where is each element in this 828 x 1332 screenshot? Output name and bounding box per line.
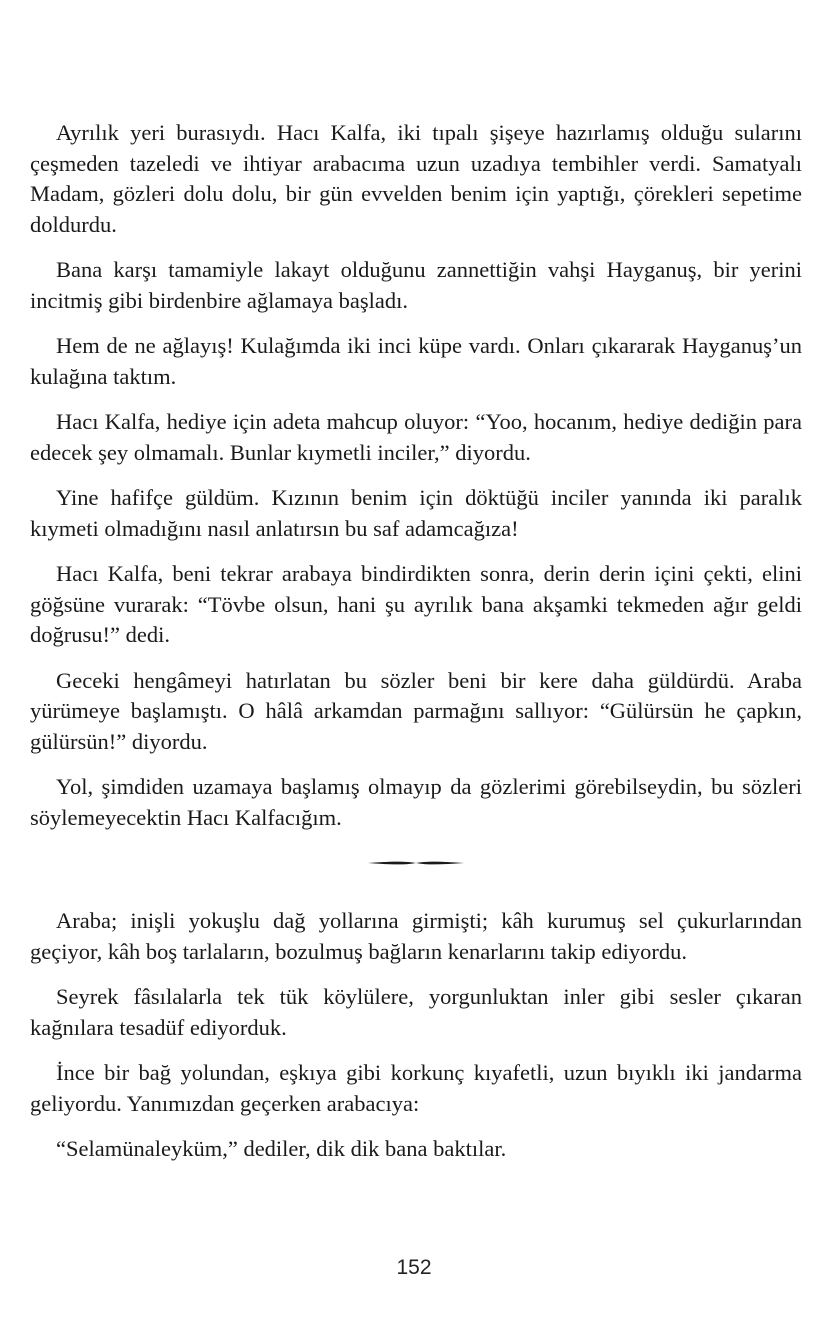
page-number: 152 <box>396 1256 432 1279</box>
text-section-2 <box>30 906 802 1165</box>
paragraph: Bana karşı tamamiyle lakayt olduğunu zannettiğin vahşi Hayganuş, bir yerini incitmiş gibi birdenbire ağlamaya başladı. <box>30 257 802 313</box>
section-divider <box>30 848 802 878</box>
paragraph: Hem de ne ağlayış! Kulağımda iki inci küpe vardı. Onları çıkararak Hayganuş’un kulağına taktım. <box>30 333 802 389</box>
book-page-body <box>30 118 802 1180</box>
text-section-1 <box>30 118 802 833</box>
paragraph: Hacı Kalfa, hediye için adeta mahcup oluyor: “Yoo, hocanım, hediye dediğin para edecek şey olmamalı. Bunlar kıymetli inciler,” diyordu. <box>30 409 802 465</box>
ornamental-divider-icon <box>366 857 466 869</box>
paragraph: Ayrılık yeri burasıydı. Hacı Kalfa, iki tıpalı şişeye hazırlamış olduğu sularını çeşmeden tazeledi ve ihtiyar arabacıma uzun uzadıya tembihler verdi. Samatyalı Madam, gözleri dolu dolu, bir gün evvelden benim için yaptığı, çörekleri sepetime doldurdu. <box>30 120 802 237</box>
paragraph: Araba; inişli yokuşlu dağ yollarına girmişti; kâh kurumuş sel çukurlarından geçiyor, kâh boş tarlaların, bozulmuş bağların kenarlarını takip ediyordu. <box>30 908 802 964</box>
paragraph: Yol, şimdiden uzamaya başlamış olmayıp da gözlerimi görebilseydin, bu sözleri söylemeyecektin Hacı Kalfacığım. <box>30 774 802 830</box>
paragraph: Hacı Kalfa, beni tekrar arabaya bindirdikten sonra, derin derin içini çekti, elini göğsüne vurarak: “Tövbe olsun, hani şu ayrılık bana akşamki tekmeden ağır geldi doğrusu!” dedi. <box>30 561 802 647</box>
paragraph: Seyrek fâsılalarla tek tük köylülere, yorgunluktan inler gibi sesler çıkaran kağnılara tesadüf ediyorduk. <box>30 984 802 1040</box>
paragraph: İnce bir bağ yolundan, eşkıya gibi korkunç kıyafetli, uzun bıyıklı iki jandarma geliyordu. Yanımızdan geçerken arabacıya: <box>30 1060 802 1116</box>
paragraph: Geceki hengâmeyi hatırlatan bu sözler beni bir kere daha güldürdü. Araba yürümeye başlamıştı. O hâlâ arkamdan parmağını sallıyor: “Gülürsün he çapkın, gülürsün!” diyordu. <box>30 667 802 754</box>
paragraph: “Selamünaleyküm,” dediler, dik dik bana baktılar. <box>56 1136 507 1161</box>
paragraph: Yine hafifçe güldüm. Kızının benim için döktüğü inciler yanında iki paralık kıymeti olmadığını nasıl anlatırsın bu saf adamcağıza! <box>30 485 802 541</box>
